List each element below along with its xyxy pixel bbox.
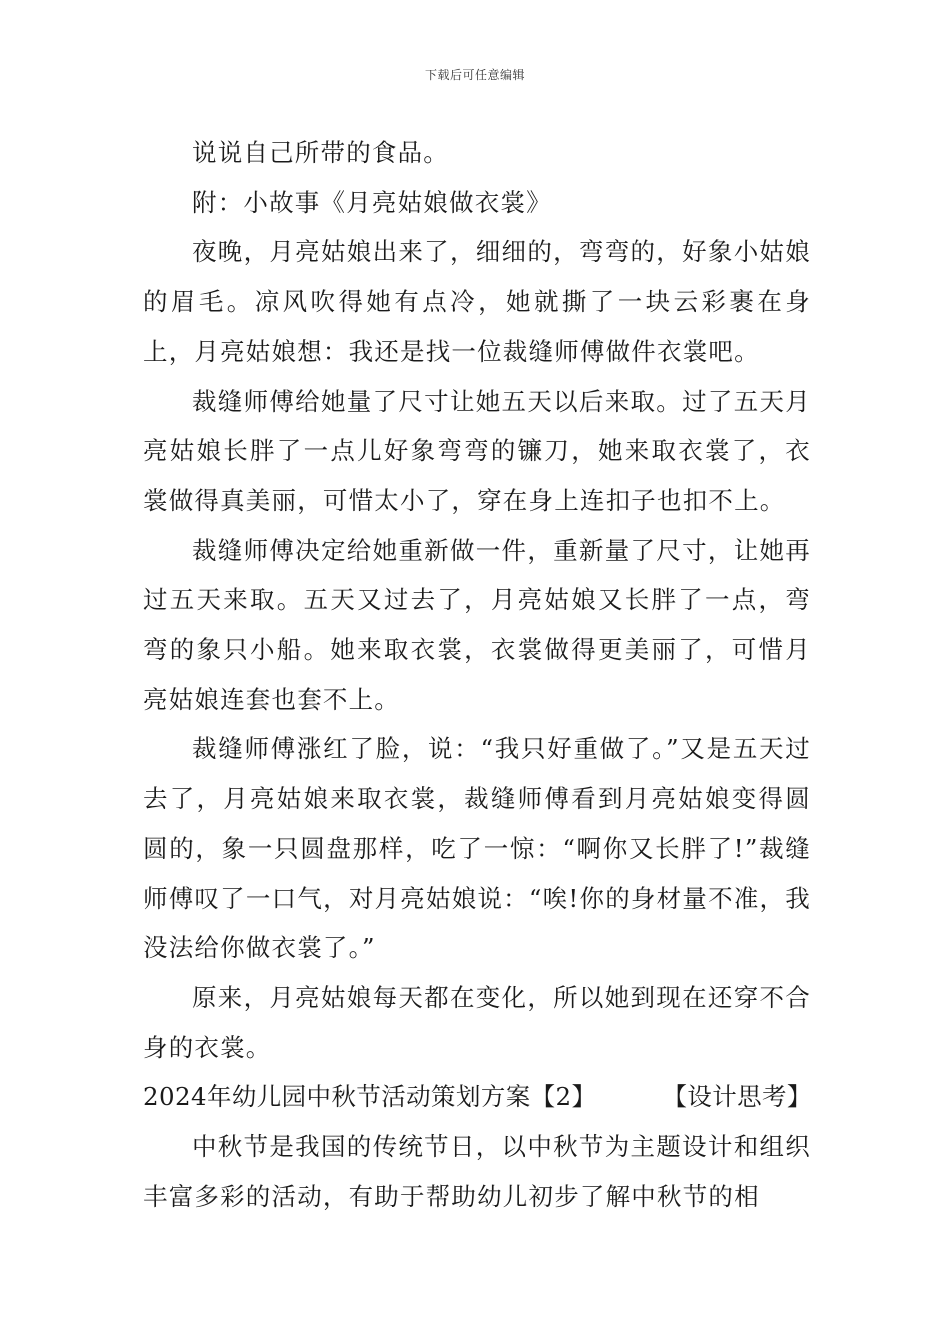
paragraph-story-1: 夜晚，月亮姑娘出来了，细细的，弯弯的，好象小姑娘的眉毛。凉风吹得她有点冷，她就撕了一块云彩裹在身上，月亮姑娘想：我还是找一位裁缝师傅做件衣裳吧。 bbox=[143, 237, 811, 366]
paragraph-food-intro: 说说自己所带的食品。 bbox=[192, 138, 449, 167]
page-header-note: 下载后可任意编辑 bbox=[424, 68, 525, 82]
section-heading bbox=[143, 1072, 811, 1122]
document-body bbox=[143, 128, 811, 1221]
paragraph-design-thoughts: 中秋节是我国的传统节日，以中秋节为主题设计和组织丰富多彩的活动，有助于帮助幼儿初步了解中秋节的相 bbox=[143, 1132, 811, 1211]
paragraph-story-4: 裁缝师傅涨红了脸，说：“我只好重做了。”又是五天过去了，月亮姑娘来取衣裳，裁缝师傅看到月亮姑娘变得圆圆的，象一只圆盘那样，吃了一惊：“啊你又长胖了!”裁缝师傅叹了一口气，对月亮姑娘说：“唉!你的身材量不准，我没法给你做衣裳了。” bbox=[143, 734, 811, 963]
section-title: 2024年幼儿园中秋节活动策划方案【2】 bbox=[143, 1082, 597, 1112]
paragraph-story-title: 附：小故事《月亮姑娘做衣裳》 bbox=[192, 187, 552, 217]
paragraph-story-3: 裁缝师傅决定给她重新做一件，重新量了尺寸，让她再过五天来取。五天又过去了，月亮姑娘又长胖了一点，弯弯的象只小船。她来取衣裳，衣裳做得更美丽了，可惜月亮姑娘连套也套不上。 bbox=[143, 535, 811, 714]
paragraph-story-2: 裁缝师傅给她量了尺寸让她五天以后来取。过了五天月亮姑娘长胖了一点儿好象弯弯的镰刀，她来取衣裳了，衣裳做得真美丽，可惜太小了，穿在身上连扣子也扣不上。 bbox=[143, 386, 811, 515]
section-subtitle: 【设计思考】 bbox=[662, 1082, 812, 1112]
paragraph-story-5: 原来，月亮姑娘每天都在变化，所以她到现在还穿不合身的衣裳。 bbox=[143, 982, 811, 1062]
